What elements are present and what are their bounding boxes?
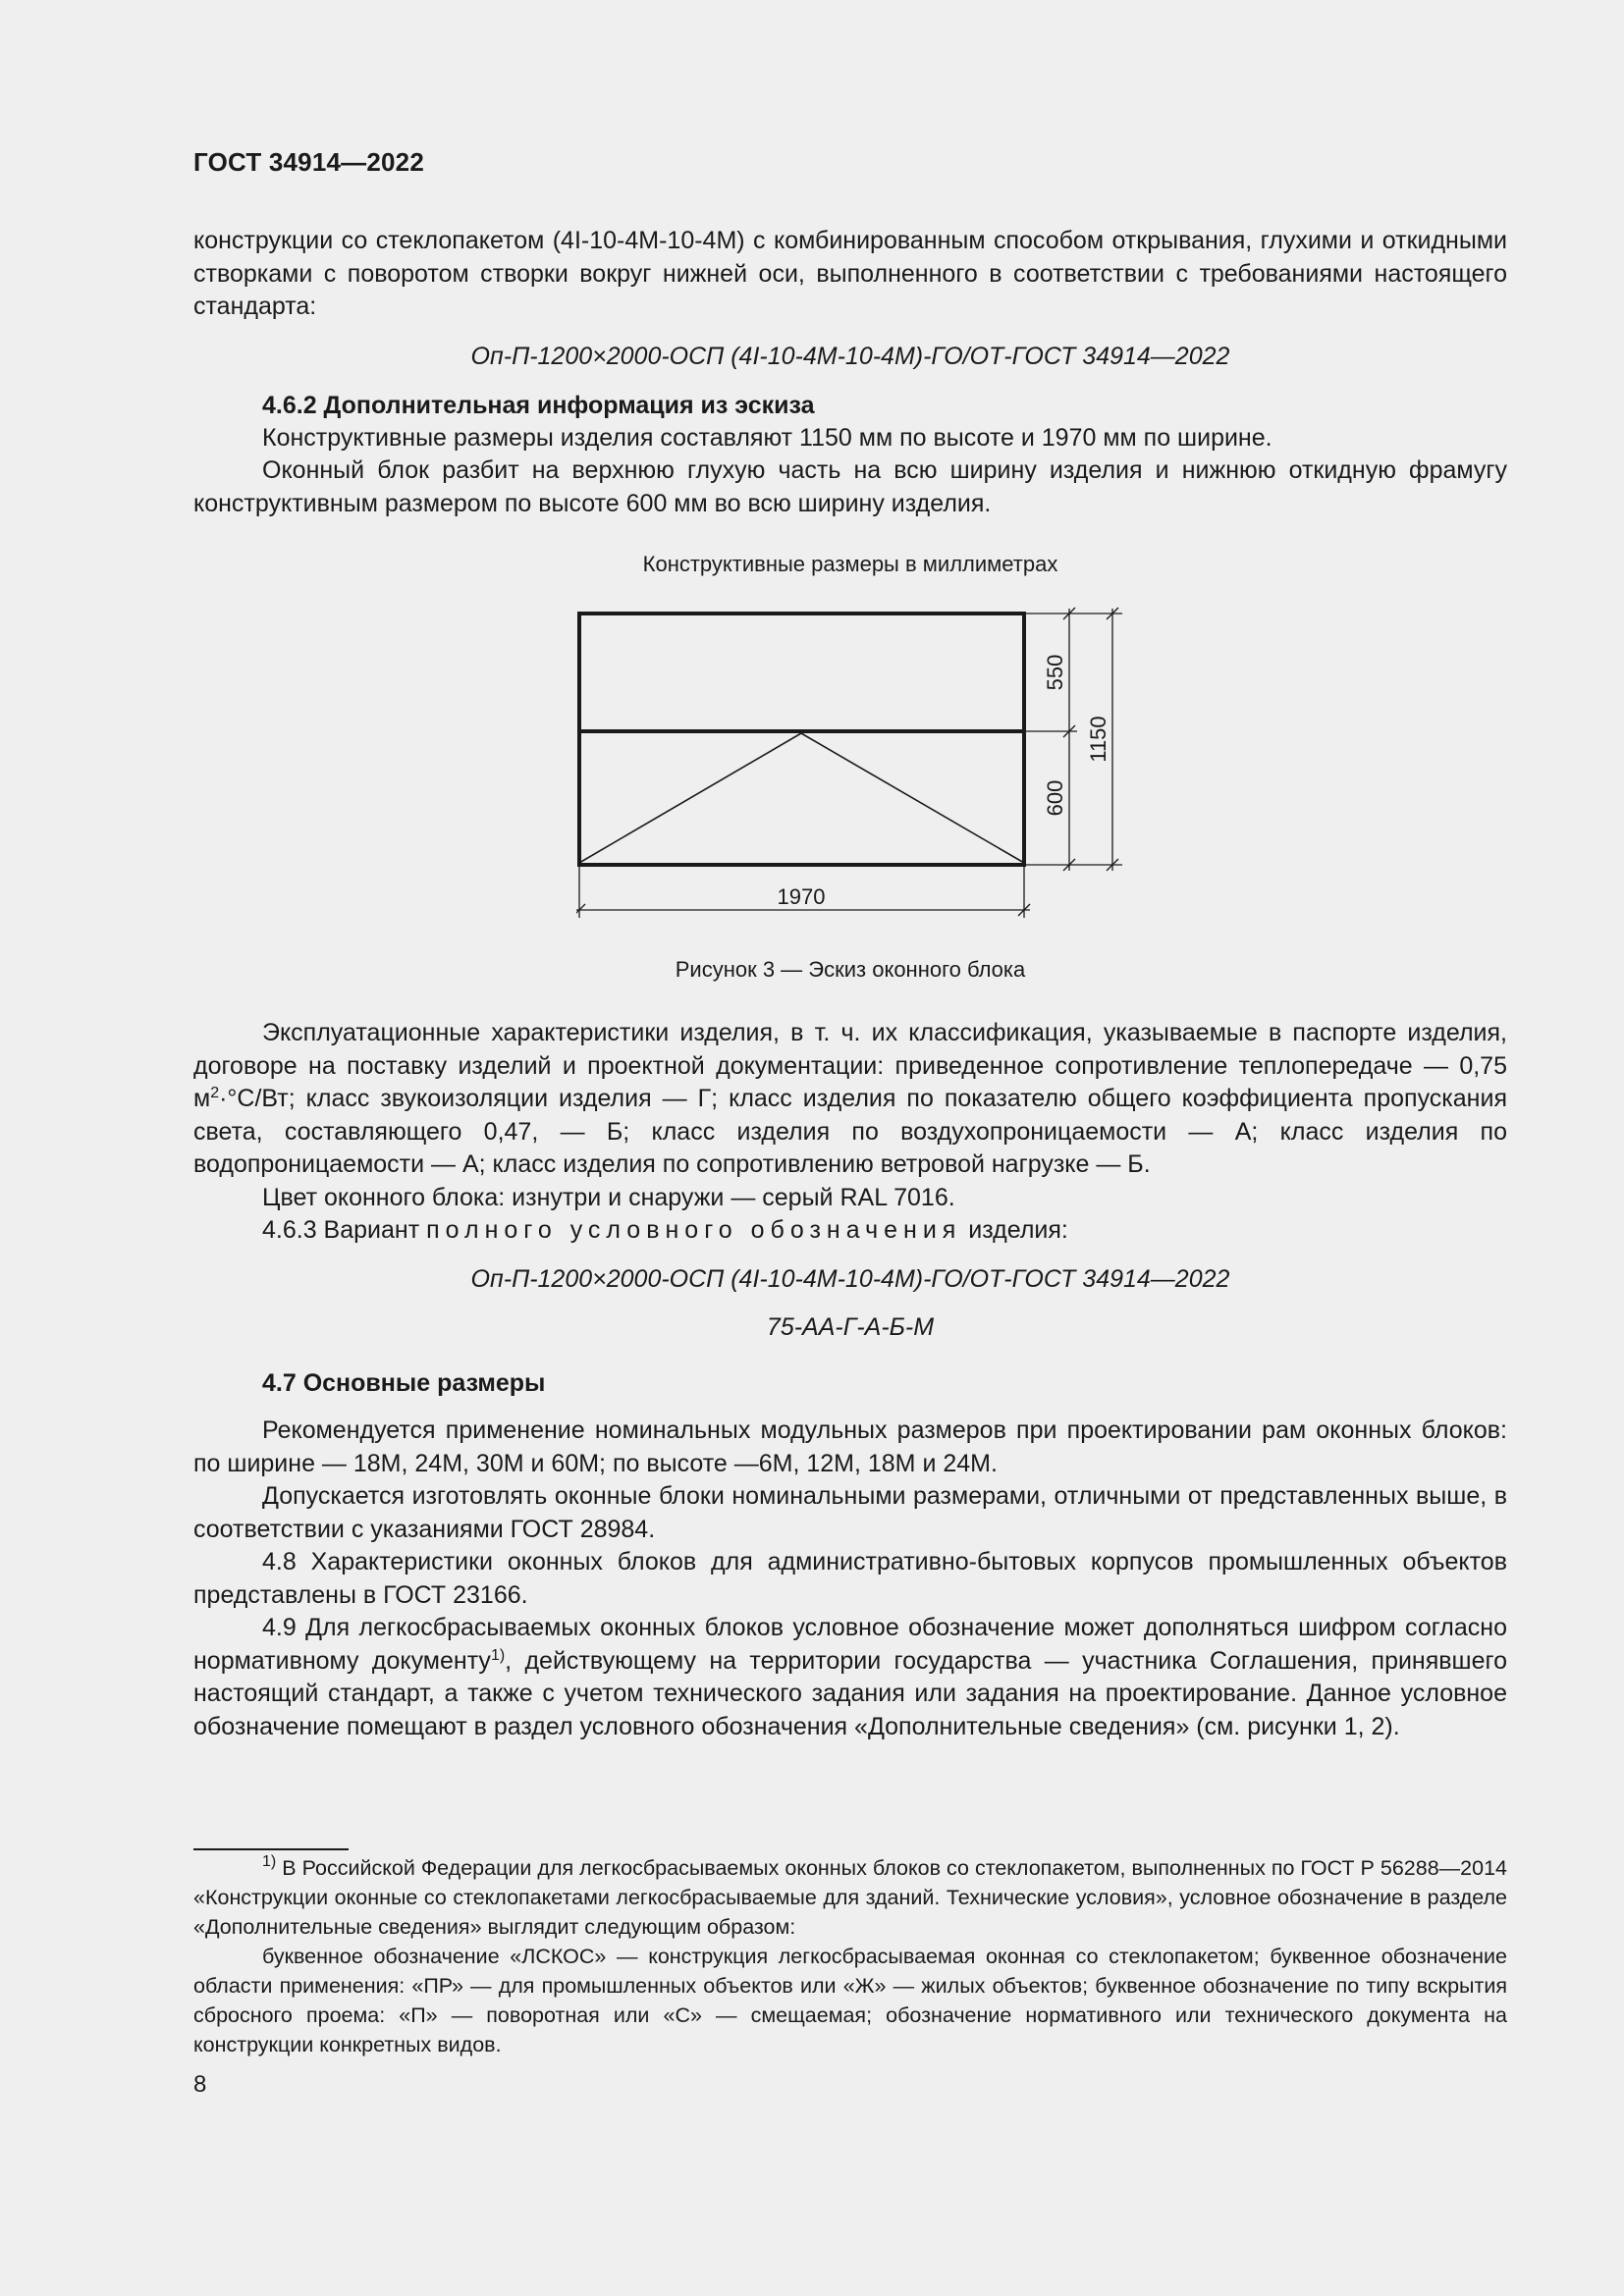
variant-prefix: 4.6.3 Вариант: [262, 1216, 427, 1244]
color-paragraph: Цвет оконного блока: изнутри и снаружи — серый RAL 7016.: [262, 1184, 955, 1211]
dimension-label-total: 1150: [1086, 716, 1110, 763]
footnote-mark: 1): [262, 1853, 277, 1870]
designation-formula-2: Оп-П-1200×2000-ОСП (4I-10-4М-10-4М)-ГО/ОТ-ГОСТ 34914—2022: [470, 1265, 1230, 1293]
characteristics-paragraph: [193, 1017, 1507, 1182]
document-header: ГОСТ 34914—2022: [193, 147, 424, 177]
characteristics-text-cont: ·°С/Вт; класс звукоизоляции изделия — Г; класс изделия по показателю общего коэффициента пропускания света, составляющего 0,47, — Б; класс изделия по воздухопроницаемости — А; класс изделия по водопроницаемости — А; класс изделия по сопротивлению ветровой нагрузке — Б.: [193, 1085, 1507, 1178]
section-4-9-text-cont: , действующему на территории государства — участника Соглашения, принявшего настоящий стандарт, а также с учетом технического задания или задания на проектирование. Данное условное обозначение помещают в раздел условного обозначения «Дополнительные сведения» (см. рисунки 1, 2).: [193, 1646, 1507, 1740]
section-4-6-2-heading: 4.6.2 Дополнительная информация из эскиза: [262, 392, 815, 419]
opening-mark-right: [801, 733, 1024, 863]
page-number: 8: [193, 2071, 207, 2098]
footnote-text-1: В Российской Федерации для легкосбрасываемых оконных блоков со стеклопакетом, выполненных по ГОСТ Р 56288—2014 «Конструкции оконные со стеклопакетами легкосбрасываемые для зданий. Технические условия», условное обозначение в разделе «Дополнительные сведения» выглядит следующим образом:: [193, 1856, 1507, 1939]
footnote-paragraph-2: буквенное обозначение «ЛСКОС» — конструкция легкосбрасываемая оконная со стеклопакетом; буквенное обозначение области применения: «ПР» — для промышленных объектов или «Ж» — жилых объектов; буквенное обозначение по типу вскрытия сбросного проема: «П» — поворотная или «С» — смещаемая; обозначение нормативного или технического документа на конструкции конкретных видов.: [193, 1945, 1507, 2056]
characteristics-text: Эксплуатационные характеристики изделия, в т. ч. их классификация, указываемые в паспорте изделия, договоре на поставку изделий и проектной документации: приведенное сопротивление теплопередаче — 0,75 м: [193, 1019, 1507, 1112]
dimension-label-top: 550: [1043, 654, 1067, 691]
section-4-6-2-paragraph-2: Оконный блок разбит на верхнюю глухую часть на всю ширину изделия и нижнюю откидную фрамугу конструктивным размером по высоте 600 мм во всю ширину изделия.: [193, 456, 1507, 517]
variant-suffix: изделия:: [961, 1216, 1068, 1244]
section-4-8-paragraph: 4.8 Характеристики оконных блоков для административно-бытовых корпусов промышленных объектов представлены в ГОСТ 23166.: [193, 1548, 1507, 1609]
opening-mark-left: [579, 733, 801, 863]
dimension-label-width: 1970: [777, 884, 826, 909]
intro-paragraph: конструкции со стеклопакетом (4I-10-4М-10-4М) с комбинированным способом открывания, глухими и откидными створками с поворотом створки вокруг нижней оси, выполненного в соответствии с требованиями настоящего стандарта:: [193, 227, 1507, 320]
window-frame: [579, 614, 1024, 865]
footnote-paragraph-1: [193, 1853, 1507, 1942]
footnote-reference[interactable]: 1): [490, 1646, 506, 1664]
variant-paragraph: [193, 1214, 1507, 1248]
section-4-9-text: 4.9 Для легкосбрасываемых оконных блоков условное обозначение может дополняться шифром согласно нормативному документу: [193, 1614, 1507, 1675]
section-4-6-2-paragraph-1: Конструктивные размеры изделия составляют 1150 мм по высоте и 1970 мм по ширине.: [262, 424, 1272, 452]
designation-formula-1: Оп-П-1200×2000-ОСП (4I-10-4М-10-4М)-ГО/ОТ-ГОСТ 34914—2022: [470, 343, 1230, 370]
window-sketch-figure: [576, 601, 1126, 934]
variant-spaced-text: полного условного обозначения: [426, 1216, 962, 1244]
footnote-separator: [193, 1848, 349, 1850]
figure-units-note: Конструктивные размеры в миллиметрах: [642, 552, 1058, 576]
figure-caption: Рисунок 3 — Эскиз оконного блока: [675, 957, 1026, 982]
superscript-2: 2: [210, 1085, 220, 1101]
section-4-7-heading: 4.7 Основные размеры: [262, 1369, 546, 1397]
footnote-block: [193, 1853, 1507, 2059]
section-4-9-paragraph: [193, 1612, 1507, 1743]
designation-formula-3: 75-АА-Г-А-Б-М: [766, 1313, 935, 1341]
section-4-7-paragraph-1: Рекомендуется применение номинальных модульных размеров при проектировании рам оконных блоков: по ширине — 18М, 24М, 30М и 60М; по высоте —6М, 12М, 18М и 24М.: [193, 1416, 1507, 1477]
section-4-7-paragraph-2: Допускается изготовлять оконные блоки номинальными размерами, отличными от представленных выше, в соответствии с указаниями ГОСТ 28984.: [193, 1482, 1507, 1543]
dimension-label-bottom: 600: [1043, 779, 1067, 817]
